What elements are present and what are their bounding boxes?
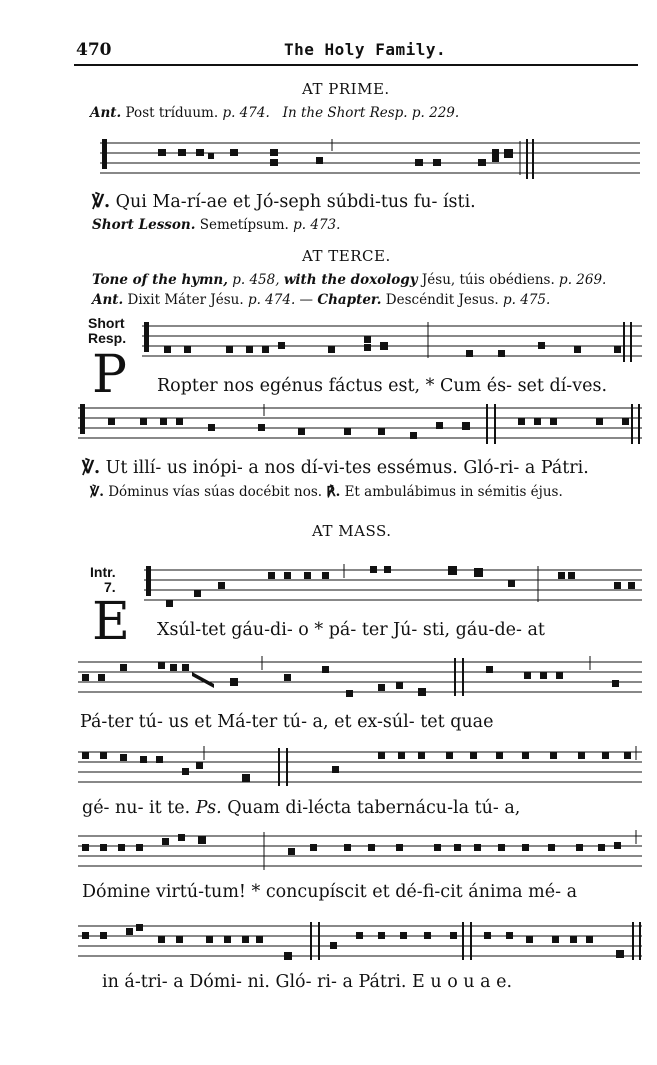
versicle-text: Dóminus vías súas docébit nos.: [103, 484, 327, 500]
section-heading-mass: AT MASS.: [312, 522, 392, 540]
mode-number: 7.: [104, 579, 116, 595]
versicle-symbol: ℣.: [90, 484, 104, 500]
chapter-text: Descéndit Jesus.: [381, 292, 503, 308]
prime-antiphon-line: [90, 105, 459, 121]
terce-versicle-response: [90, 484, 563, 500]
terce-tone-line: [92, 272, 606, 288]
page-ref: p. 458,: [232, 272, 280, 288]
prime-verse: [92, 192, 476, 212]
versicle-symbol: ℣.: [82, 458, 101, 478]
short-lesson-label: Short Lesson.: [92, 217, 196, 233]
ant-label: Ant.: [90, 105, 122, 121]
chant-staff: [78, 826, 642, 878]
page-ref: p. 473.: [293, 217, 341, 233]
page-ref: p. 229.: [411, 105, 460, 121]
terce-antiphon-line: [92, 292, 550, 308]
page-ref: p. 475.: [503, 292, 551, 308]
terce-lyric-line: Ropter nos egénus fáctus est, * Cum és- set dí-ves.: [157, 376, 608, 396]
mass-lyric-line-3: [82, 798, 520, 818]
dash: —: [295, 292, 318, 308]
chant-staff: [78, 652, 642, 702]
ant-text: Dixit Máter Jésu.: [123, 292, 248, 308]
page-ref: p. 474.: [247, 292, 296, 308]
response-symbol: ℟.: [326, 484, 341, 500]
section-heading-terce: AT TERCE.: [302, 247, 391, 265]
psalm-label: Ps.: [195, 798, 222, 818]
drop-cap-p: P: [92, 345, 127, 405]
lyric-text: gé- nu- it te.: [82, 798, 191, 818]
doxology-label: with the doxology: [283, 272, 418, 288]
mass-lyric-line-2: Pá-ter tú- us et Má-ter tú- a, et ex-súl- tet quae: [80, 712, 494, 732]
ant-text: Post tríduum.: [121, 105, 223, 121]
chant-staff: [78, 400, 642, 448]
drop-cap-e: E: [92, 592, 130, 652]
lyric-text: Quam di-lécta tabernácu-la tú- a,: [221, 798, 521, 818]
verse-text: Qui Ma-rí-ae et Jó-seph súbdi-tus fu- ísti.: [115, 192, 476, 212]
chant-staff: [142, 318, 642, 366]
verse-text: Ut illí- us inópi- a nos dí-vi-tes essémus. Gló-ri- a Pátri.: [105, 458, 589, 478]
section-heading-prime: AT PRIME.: [302, 80, 390, 98]
terce-verse: [82, 458, 589, 478]
short-label: Short: [88, 315, 125, 331]
short-lesson-text: Semetípsum.: [195, 217, 294, 233]
versicle-symbol: ℣.: [92, 192, 111, 212]
ant-label: Ant.: [92, 292, 124, 308]
chant-staff: [78, 742, 642, 794]
mass-lyric-line-1: Xsúl-tet gáu-di- o * pá- ter Jú- sti, gáu-de- at: [157, 620, 545, 640]
doxology-text: Jésu, túis obédiens.: [417, 272, 560, 288]
resp-label: Resp.: [88, 330, 127, 346]
prime-short-lesson: [92, 217, 340, 233]
short-resp-label: In the Short Resp.: [282, 105, 408, 121]
chapter-label: Chapter.: [317, 292, 382, 308]
page-ref: p. 269.: [559, 272, 607, 288]
mass-lyric-line-5: in á-tri- a Dómi- ni. Gló- ri- a Pátri. E u o u a e.: [102, 972, 513, 992]
chant-staff: [144, 560, 642, 610]
tone-label: Tone of the hymn,: [92, 272, 228, 288]
mass-lyric-line-4: Dómine virtú-tum! * concupíscit et dé-fi-cit ánima mé- a: [82, 882, 578, 902]
introit-label: Intr.: [90, 564, 116, 580]
chant-staff: [78, 914, 642, 968]
page-ref: p. 474.: [222, 105, 270, 121]
response-text: Et ambulábimus in sémitis éjus.: [340, 484, 563, 500]
short-resp-label: [88, 316, 126, 346]
chant-staff: [100, 135, 640, 185]
page-number: 470: [76, 40, 112, 60]
running-title: The Holy Family.: [284, 40, 447, 59]
header-rule: [74, 64, 638, 66]
